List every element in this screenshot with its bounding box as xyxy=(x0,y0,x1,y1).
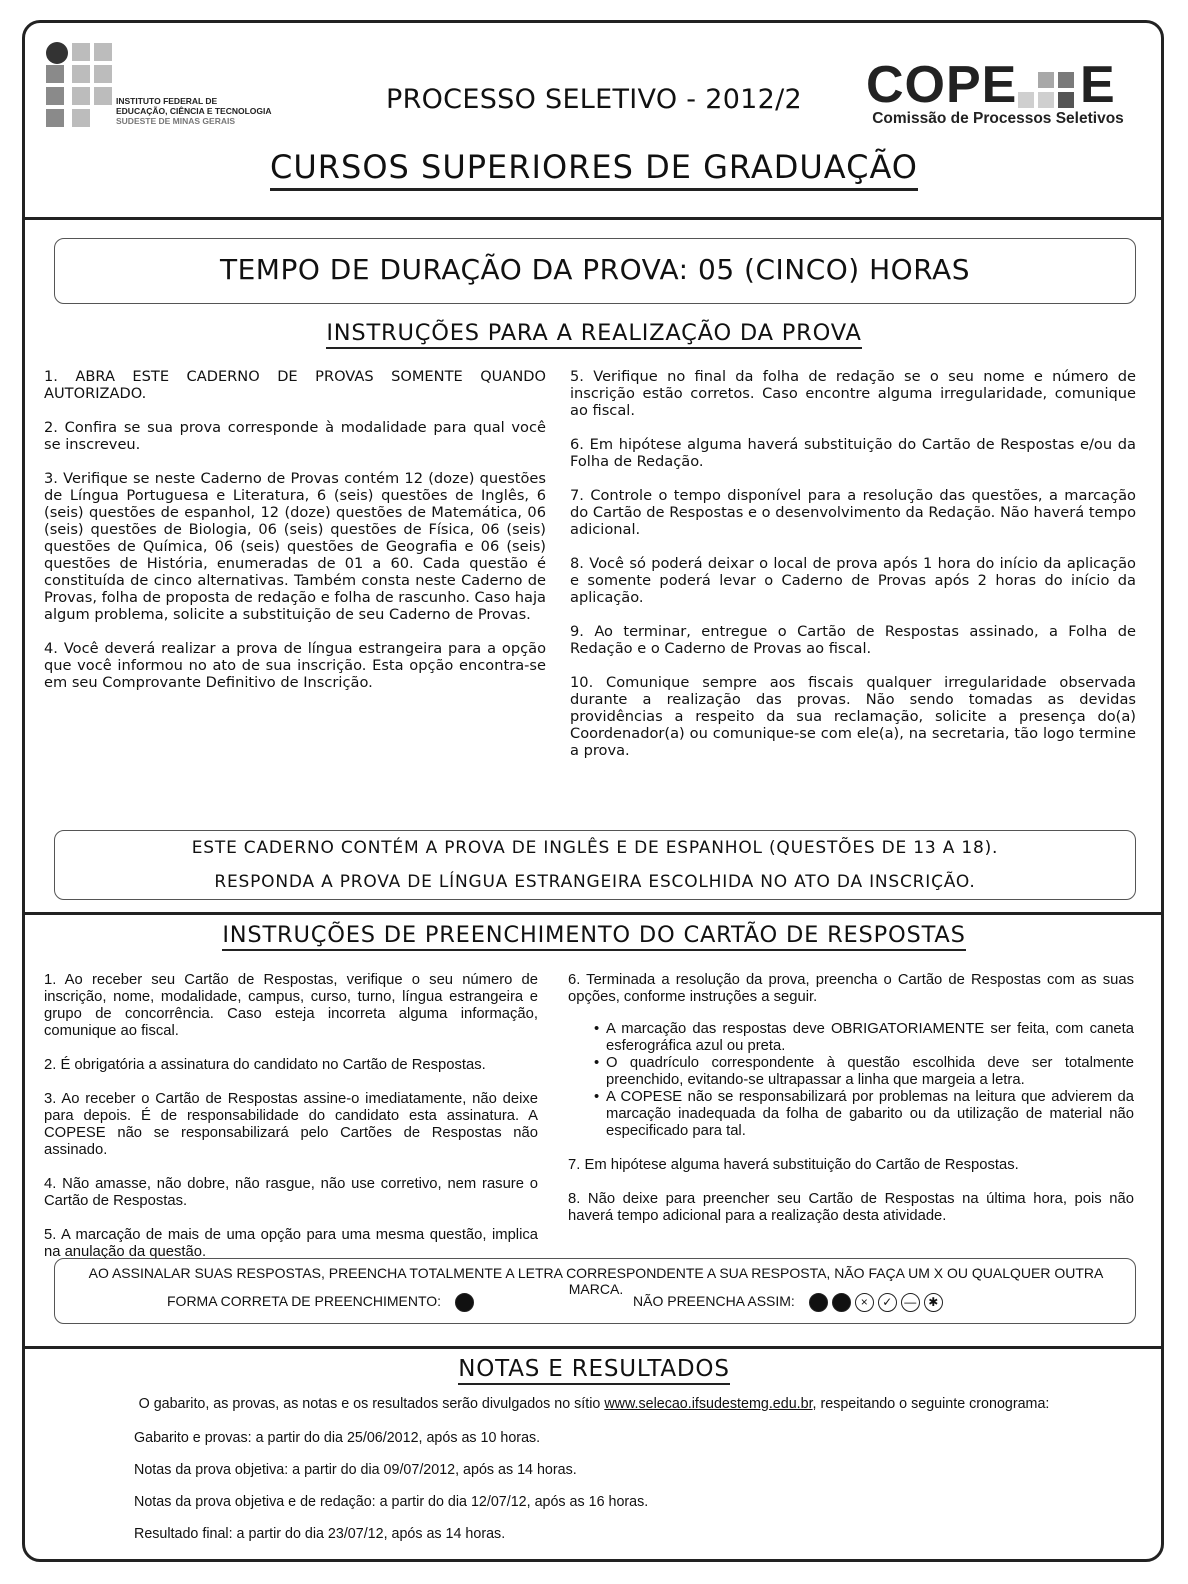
wrong-dash-icon: — xyxy=(901,1293,920,1312)
card-bullets: • A marcação das respostas deve OBRIGATORIAMENTE ser feita, com caneta esferográfica azul ou preta. • O quadrículo correspondente à questão escolhida deve ser totalmente preenchido, evitando-se ultrapassar a linha que margeia a letra. • A COPESE não se responsabilizará por problemas na leitura que advierem da marcação inadequada da folha de gabarito ou da utilização de material não especificado para tal. xyxy=(588,1021,1134,1140)
language-notice-box: ESTE CADERNO CONTÉM A PROVA DE INGLÊS E DE ESPANHOL (QUESTÕES DE 13 A 18). RESPONDA A PROVA DE LÍNGUA ESTRANGEIRA ESCOLHIDA NO ATO DA INSCRIÇÃO. xyxy=(54,830,1136,900)
results-title: NOTAS E RESULTADOS xyxy=(0,1356,1188,1382)
logo-circle-icon xyxy=(46,42,68,64)
wrong-filled-icon xyxy=(809,1293,828,1312)
wrong-x-icon: × xyxy=(855,1293,874,1312)
results-intro: O gabarito, as provas, as notas e os resultados serão divulgados no sítio www.selecao.ifsudestemg.edu.br, respeitando o seguinte cronograma: xyxy=(138,1396,1050,1412)
results-url-link[interactable]: www.selecao.ifsudestemg.edu.br xyxy=(604,1396,813,1412)
card-instructions-title: INSTRUÇÕES DE PREENCHIMENTO DO CARTÃO DE RESPOSTAS xyxy=(0,922,1188,948)
schedule-item: Notas da prova objetiva e de redação: a partir do dia 12/07/12, após as 16 horas. xyxy=(134,1494,649,1510)
schedule-item: Notas da prova objetiva: a partir do dia 09/07/2012, após as 14 horas. xyxy=(134,1462,577,1478)
wrong-filled-icon xyxy=(832,1293,851,1312)
instructions-right-column: 5. Verifique no final da folha de redação se o seu nome e número de inscrição estão corretos. Caso encontre alguma irregularidade, comunique ao fiscal. 6. Em hipótese alguma haverá substituição do Cartão de Respostas e/ou da Folha de Redação. 7. Controle o tempo disponível para a resolução das questões, a marcação do Cartão de Respostas e o desenvolvimento da Redação. Não haverá tempo adicional. 8. Você só poderá deixar o local de prova após 1 hora do início da aplicação e somente poderá levar o Caderno de Provas após 2 horas do início da aplicação. 9. Ao terminar, entregue o Cartão de Respostas assinado, a Folha de Redação e o Caderno de Provas ao fiscal. 10. Comunique sempre aos fiscais qualquer irregularidade observada durante a realização das provas. Não sendo tomadas as devidas providências a respeito da sua reclamação, solicite a presença do(a) Coordenador(a) ou comunique-se com ele(a), na secretaria, tão logo termine a prova. xyxy=(570,368,1136,759)
schedule-item: Resultado final: a partir do dia 23/07/12, após as 14 horas. xyxy=(134,1526,506,1542)
schedule-item: Gabarito e provas: a partir do dia 25/06/2012, após as 10 horas. xyxy=(134,1430,541,1446)
divider xyxy=(22,217,1164,220)
wrong-check-icon: ✓ xyxy=(878,1293,897,1312)
card-left-column: 1. Ao receber seu Cartão de Respostas, verifique o seu número de inscrição, nome, modalidade, campus, curso, turno, língua estrangeira e grupo de concorrência. Caso esteja incorreta alguma informação, comunique ao fiscal. 2. É obrigatória a assinatura do candidato no Cartão de Respostas. 3. Ao receber o Cartão de Respostas assine-o imediatamente, não deixe para depois. É de responsabilidade do candidato esta assinatura. A COPESE não se responsabilizará pelo Cartões de Respostas não assinado. 4. Não amasse, não dobre, não rasgue, não use corretivo, nem rasure o Cartão de Respostas. 5. A marcação de mais de uma opção para uma mesma questão, implica na anulação da questão. xyxy=(44,972,538,1260)
process-title: PROCESSO SELETIVO - 2012/2 xyxy=(385,84,803,115)
marking-example-box: AO ASSINALAR SUAS RESPOSTAS, PREENCHA TOTALMENTE A LETRA CORRESPONDENTE A SUA RESPOSTA, NÃO FAÇA UM X OU QUALQUER OUTRA MARCA. FORMA CORRETA DE PREENCHIMENTO: NÃO PREENCHA ASSIM: × ✓ — ✱ xyxy=(54,1258,1136,1324)
wrong-star-icon: ✱ xyxy=(924,1293,943,1312)
duration-box: TEMPO DE DURAÇÃO DA PROVA: 05 (CINCO) HORAS xyxy=(54,238,1136,304)
correct-fill-icon xyxy=(455,1293,474,1312)
page-title: CURSOS SUPERIORES DE GRADUAÇÃO xyxy=(0,148,1188,186)
card-right-column: 6. Terminada a resolução da prova, preencha o Cartão de Respostas com as suas opções, conforme instruções a seguir. • A marcação das respostas deve OBRIGATORIAMENTE ser feita, com caneta esferográfica azul ou preta. • O quadrículo correspondente à questão escolhida deve ser totalmente preenchido, evitando-se ultrapassar a linha que margeia a letra. • A COPESE não se responsabilizará por problemas na leitura que advierem da marcação inadequada da folha de gabarito ou da utilização de material não especificado para tal. 7. Em hipótese alguma haverá substituição do Cartão de Respostas. 8. Não deixe para preencher seu Cartão de Respostas na última hora, pois não haverá tempo adicional para a realização desta atividade. xyxy=(568,972,1134,1242)
instructions-title: INSTRUÇÕES PARA A REALIZAÇÃO DA PROVA xyxy=(0,320,1188,346)
divider xyxy=(22,1346,1164,1349)
instructions-left-column: 1. ABRA ESTE CADERNO DE PROVAS SOMENTE QUANDO AUTORIZADO. 2. Confira se sua prova corresponde à modalidade para qual você se inscreveu. 3. Verifique se neste Caderno de Provas contém 12 (doze) questões de Língua Portuguesa e Literatura, 6 (seis) questões de Inglês, 6 (seis) questões de espanhol, 12 (doze) questões de Matemática, 06 (seis) questões de Biologia, 06 (seis) questões de Física, 06 (seis) questões de Química, 06 (seis) questões de Geografia e 06 (seis) questões de História, enumeradas de 01 a 60. Cada questão é constituída de cinco alternativas. Também consta neste Caderno de Provas, folha de proposta de redação e folha de rascunho. Caso haja algum problema, solicite a substituição de seu Caderno de Provas. 4. Você deverá realizar a prova de língua estrangeira para a opção que você informou no ato de sua inscrição. Esta opção encontra-se em seu Comprovante Definitivo de Inscrição. xyxy=(44,368,546,691)
divider xyxy=(22,912,1164,915)
